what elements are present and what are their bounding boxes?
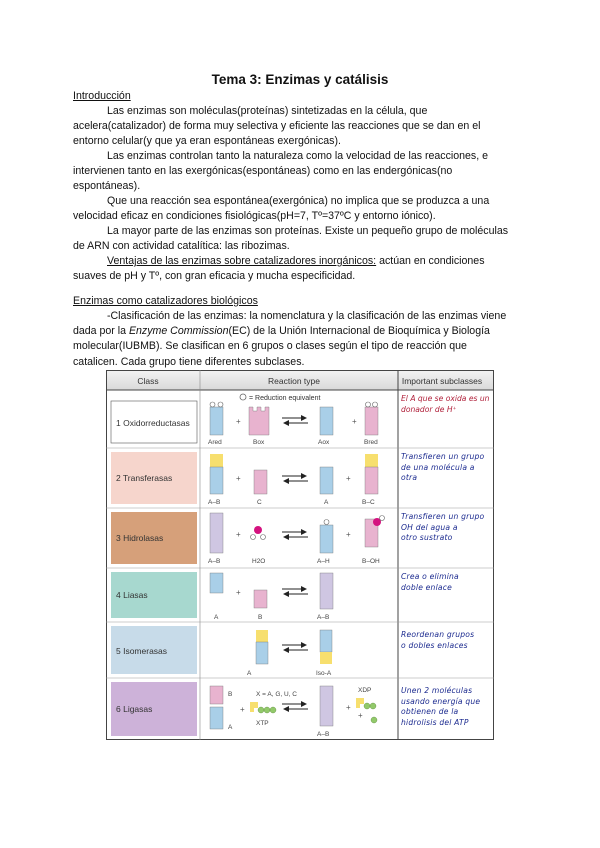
svg-text:Ared: Ared — [208, 439, 222, 446]
svg-text:A–H: A–H — [317, 558, 330, 565]
svg-text:+: + — [236, 417, 241, 426]
svg-text:A: A — [247, 670, 252, 677]
class-label-1: 1 Oxidorreductasas — [116, 418, 190, 428]
svg-text:A–B: A–B — [317, 614, 330, 621]
svg-text:A–B: A–B — [317, 731, 330, 738]
svg-text:B: B — [228, 691, 233, 698]
header-subclasses: Important subclasses — [401, 376, 483, 386]
intro-paragraph-2: Las enzimas controlan tanto la naturaleza como la velocidad de las reacciones, e intervienen tanto en las exergónicas(espontáneas) como en las endergónicas(no espontáneas). — [73, 150, 489, 193]
advantages-text: actúan en condiciones suaves de pH y Tº, con gran eficacia y mucha especificidad. — [73, 255, 485, 283]
svg-text:Iso-A: Iso-A — [316, 670, 332, 677]
class-label-4: 4 Liasas — [116, 590, 148, 600]
svg-text:C: C — [257, 499, 262, 506]
advantages-label: Ventajas de las enzimas sobre catalizadores inorgánicos: — [107, 255, 377, 267]
class-label-2: 2 Transferasas — [116, 473, 173, 483]
svg-text:A–B: A–B — [208, 558, 221, 565]
intro-paragraph-1: Las enzimas son moléculas(proteínas) sintetizadas en la célula, que acelera(catalizador) de forma muy selectiva y eficiente las reacciones que se dan en el entorno celular(y que ya eran espontáneas exergónicas). — [73, 105, 481, 148]
svg-text:B–OH: B–OH — [362, 558, 380, 565]
svg-text:H2O: H2O — [252, 558, 266, 565]
note-lyase: Crea o elimina doble enlace — [401, 572, 459, 592]
svg-text:+: + — [358, 711, 363, 720]
enzyme-commission: Enzyme Commission — [128, 325, 229, 338]
svg-text:A: A — [228, 724, 233, 731]
svg-text:X = A, G, U, C: X = A, G, U, C — [256, 691, 297, 698]
svg-text:B: B — [258, 614, 263, 621]
svg-text:B–C: B–C — [362, 499, 375, 506]
svg-text:Bred: Bred — [364, 439, 378, 446]
svg-text:A: A — [214, 614, 219, 621]
classification-paragraph: -Clasificación de las enzimas: la nomenclatura y la clasificación de las enzimas viene dada por la Enzyme Commission(EC) de la Unión Internacional de Bioquímica y Biología molecular(IUBMB). Se clasifican en 6 grupos o clases según el tipo de reacción que catalicen. Cada grupo tiene diferentes subclases. — [73, 310, 507, 368]
intro-paragraph-3: Que una reacción sea espontánea(exergónica) no implica que se produzca a una velocidad eficaz en condiciones fisiológicas(pH=7, Tº=37ºC y entorno iónico). — [73, 195, 490, 223]
header-class: Class — [137, 376, 159, 386]
section2-heading: Enzimas como catalizadores biológicos — [73, 295, 258, 307]
page-title: Tema 3: Enzimas y catálisis — [211, 72, 389, 87]
class-label-6: 6 Ligasas — [116, 704, 153, 714]
svg-text:+: + — [236, 588, 241, 597]
svg-text:+: + — [346, 703, 351, 712]
svg-text:+: + — [240, 705, 245, 714]
svg-text:A: A — [324, 499, 329, 506]
class-label-5: 5 Isomerasas — [116, 646, 168, 656]
intro-heading: Introducción — [73, 90, 131, 102]
svg-text:XDP: XDP — [358, 687, 372, 694]
svg-text:Aox: Aox — [318, 439, 330, 446]
svg-text:XTP: XTP — [256, 720, 269, 727]
header-reaction-type: Reaction type — [268, 376, 320, 386]
svg-text:+: + — [346, 530, 351, 539]
class-label-3: 3 Hidrolasas — [116, 533, 164, 543]
note-hydrolase: Transfieren un grupo OH del agua a otro sustrato — [401, 512, 485, 542]
note-ligase: Unen 2 moléculas usando energía que obtienen de la hidrolisis del ATP — [401, 686, 481, 727]
enzyme-classes-figure — [106, 370, 494, 740]
intro-paragraph-4: La mayor parte de las enzimas son proteínas. Existe un pequeño grupo de moléculas de ARN con actividad catalítica: las ribozimas. — [73, 225, 509, 253]
svg-text:+: + — [352, 417, 357, 426]
note-oxidoreductase: El A que se oxida es un donador de H⁺ — [401, 394, 490, 414]
svg-text:+: + — [236, 530, 241, 539]
intro-paragraph-5 — [73, 254, 513, 284]
note-transferase: Transfieren un grupo de una molécula a otra — [401, 452, 485, 482]
svg-text:Box: Box — [253, 439, 265, 446]
svg-text:+: + — [236, 474, 241, 483]
svg-text:+: + — [346, 474, 351, 483]
reduction-legend: = Reduction equivalent — [249, 395, 321, 402]
note-isomerase: Reordenan grupos o dobles enlaces — [401, 630, 475, 650]
svg-text:A–B: A–B — [208, 499, 221, 506]
